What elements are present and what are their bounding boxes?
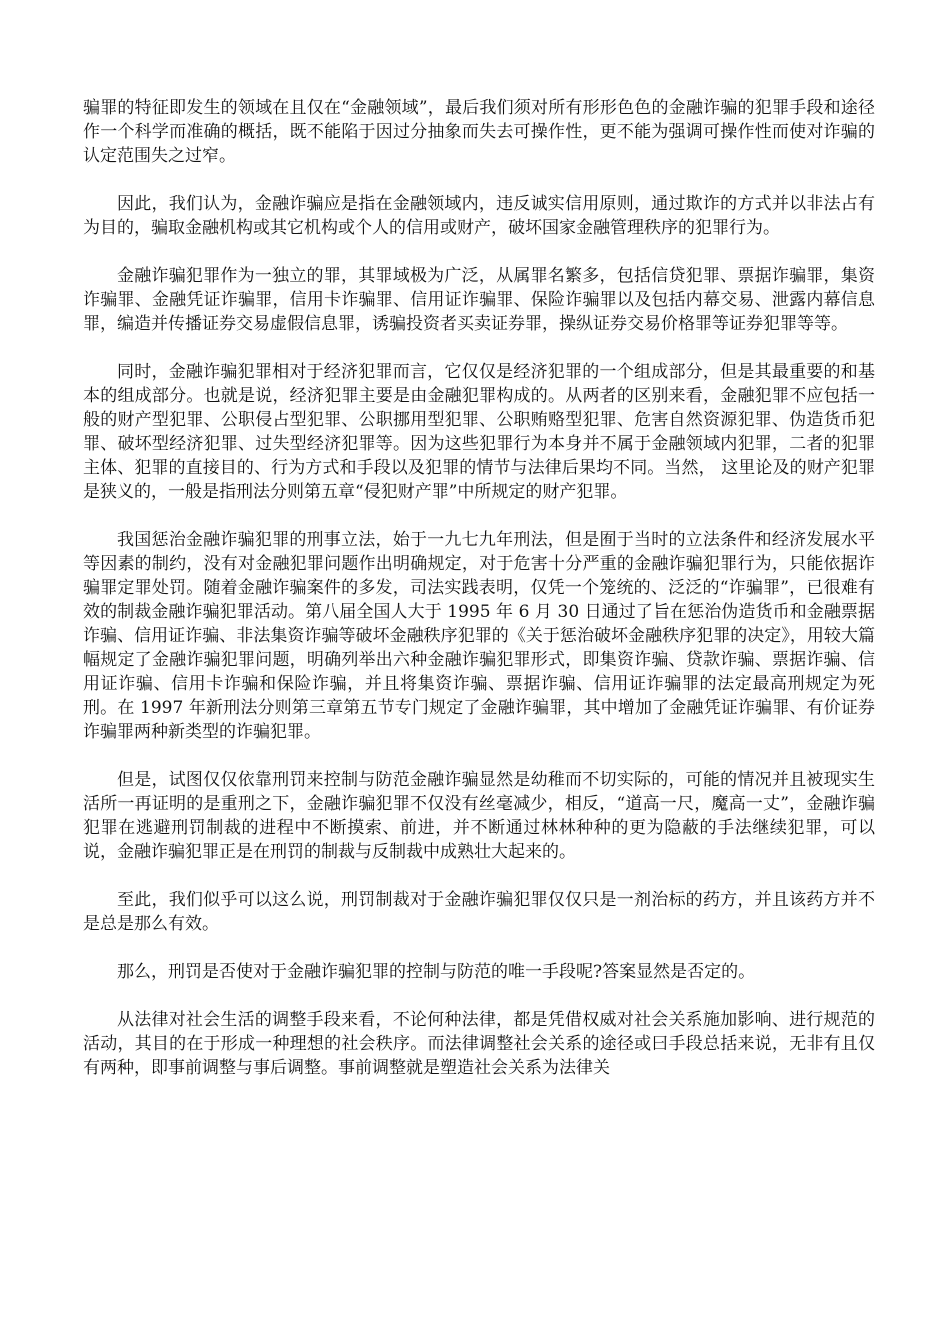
paragraph-scope: 金融诈骗犯罪作为一独立的罪，其罪域极为广泛，从属罪名繁多，包括信贷犯罪、票据诈骗罪，集资诈骗罪、金融凭证诈骗罪，信用卡诈骗罪、信用证诈骗罪、保险诈骗罪以及包括内幕交易、泄露内幕信息罪，编造并传播证券交易虚假信息罪，诱骗投资者买卖证券罪，操纵证券交易价格罪等证券犯罪等等。 (83, 266, 875, 334)
document-body (83, 96, 875, 1080)
paragraph-legal-adjustment: 从法律对社会生活的调整手段来看，不论何种法律，都是凭借权威对社会关系施加影响、进行规范的活动，其目的在于形成一种理想的社会秩序。而法律调整社会关系的途径或曰手段总括来说，无非有且仅有两种，即事前调整与事后调整。事前调整就是塑造社会关系为法律关 (83, 1010, 875, 1078)
paragraph-conclusion: 至此，我们似乎可以这么说，刑罚制裁对于金融诈骗犯罪仅仅只是一剂治标的药方，并且该药方并不是总是那么有效。 (83, 890, 875, 934)
paragraph-legislation: 我国惩治金融诈骗犯罪的刑事立法，始于一九七九年刑法，但是囿于当时的立法条件和经济发展水平等因素的制约，没有对金融犯罪问题作出明确规定，对于危害十分严重的金融诈骗犯罪行为，只能依据诈骗罪定罪处罚。随着金融诈骗案件的多发，司法实践表明，仅凭一个笼统的、泛泛的“诈骗罪”，已很难有效的制裁金融诈骗犯罪活动。第八届全国人大于 1995 年 6 月 30 日通过了旨在惩治伪造货币和金融票据诈骗、信用证诈骗、非法集资诈骗等破坏金融秩序犯罪的《关于惩治破坏金融秩序犯罪的决定》，用较大篇幅规定了金融诈骗犯罪问题，明确列举出六种金融诈骗犯罪形式，即集资诈骗、贷款诈骗、票据诈骗、信用证诈骗、信用卡诈骗和保险诈骗，并且将集资诈骗、票据诈骗、信用证诈骗罪的法定最高刑规定为死刑。在 1997 年新刑法分则第三章第五节专门规定了金融诈骗罪，其中增加了金融凭证诈骗罪、有价证券诈骗罪两种新类型的诈骗犯罪。 (83, 530, 875, 742)
paragraph-continuation: 骗罪的特征即发生的领域在且仅在“金融领域”，最后我们须对所有形形色色的金融诈骗的犯罪手段和途径作一个科学而准确的概括，既不能陷于因过分抽象而失去可操作性，更不能为强调可操作性而使对诈骗的认定范围失之过窄。 (83, 98, 875, 166)
paragraph-question: 那么，刑罚是否使对于金融诈骗犯罪的控制与防范的唯一手段呢?答案显然是否定的。 (117, 962, 756, 982)
paragraph-definition: 因此，我们认为，金融诈骗应是指在金融领域内，违反诚实信用原则，通过欺诈的方式并以非法占有为目的，骗取金融机构或其它机构或个人的信用或财产，破坏国家金融管理秩序的犯罪行为。 (83, 194, 875, 238)
paragraph-economic-crime: 同时，金融诈骗犯罪相对于经济犯罪而言，它仅仅是经济犯罪的一个组成部分，但是其最重要的和基本的组成部分。也就是说，经济犯罪主要是由金融犯罪构成的。从两者的区别来看，金融犯罪不应包括一般的财产型犯罪、公职侵占型犯罪、公职挪用型犯罪、公职贿赂型犯罪、危害自然资源犯罪、伪造货币犯罪、破坏型经济犯罪、过失型经济犯罪等。因为这些犯罪行为本身并不属于金融领域内犯罪，二者的犯罪主体、犯罪的直接目的、行为方式和手段以及犯罪的情节与法律后果均不同。当然， 这里论及的财产犯罪是狭义的，一般是指刑法分则第五章“侵犯财产罪”中所规定的财产犯罪。 (83, 362, 875, 502)
paragraph-penalty-limits: 但是，试图仅仅依靠刑罚来控制与防范金融诈骗显然是幼稚而不切实际的，可能的情况并且被现实生活所一再证明的是重刑之下，金融诈骗犯罪不仅没有丝毫减少，相反，“道高一尺，魔高一丈”，金融诈骗犯罪在逃避刑罚制裁的进程中不断摸索、前进，并不断通过林林种种的更为隐蔽的手法继续犯罪，可以说，金融诈骗犯罪正是在刑罚的制裁与反制裁中成熟壮大起来的。 (83, 770, 875, 862)
